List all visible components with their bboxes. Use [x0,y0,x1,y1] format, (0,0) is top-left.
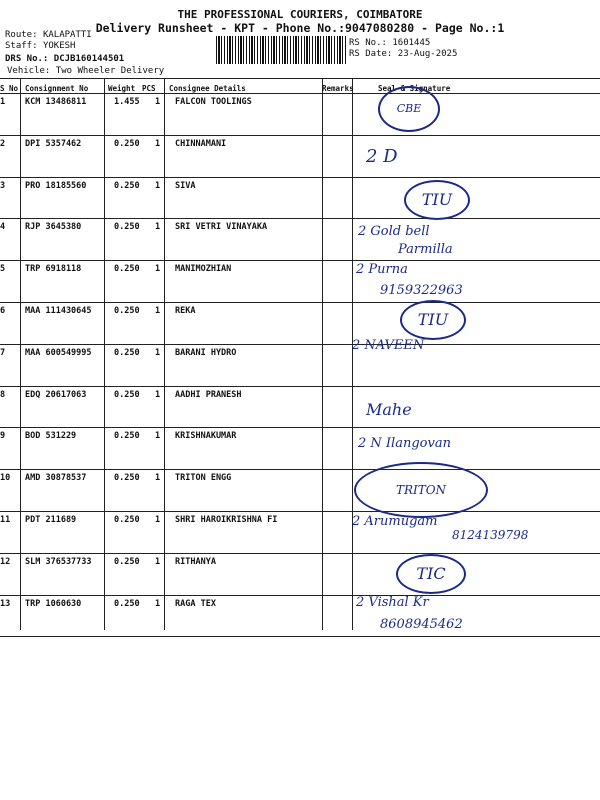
cell-sno: 7 [0,348,6,358]
row-divider [0,427,600,428]
col-header-remarks: Remarks [322,84,354,93]
col-header-pcs: PCS [142,84,156,93]
drs-line [5,54,124,64]
signature: Mahe [366,400,412,419]
cell-consignee: RITHANYA [175,557,216,567]
runsheet-subtitle: Delivery Runsheet - KPT - Phone No.:9047080280 - Page No.:1 [95,21,505,35]
cell-consignee: AADHI PRANESH [175,390,242,400]
signature: 2 N Ilangovan [358,436,451,451]
cell-sno: 12 [0,557,11,567]
cell-consignment-no: SLM 376537733 [25,557,92,567]
signature: Parmilla [398,242,453,257]
vehicle-value: Two Wheeler Delivery [55,66,165,76]
cell-consignee: SHRI HAROIKRISHNA FI [175,515,278,525]
cell-consignment-no: TRP 1060630 [25,599,82,609]
col-header-consignment: Consignment No [25,84,89,93]
cell-sno: 11 [0,515,11,525]
row-divider [0,177,600,178]
cell-consignee: TRITON ENGG [175,473,232,483]
cell-consignment-no: AMD 30878537 [25,473,87,483]
cell-weight: 0.250 [114,515,140,525]
signature: 2 Vishal Kr [356,595,429,610]
cell-weight: 0.250 [114,557,140,567]
phone-handwritten: 8124139798 [452,528,529,542]
staff-line [5,41,75,51]
col-header-seal: Seal & Signature [378,84,451,93]
row-divider [0,386,600,387]
cell-consignee: REKA [175,306,196,316]
cell-pcs: 1 [155,557,161,567]
cell-consignee: BARANI HYDRO [175,348,237,358]
cell-consignment-no: RJP 3645380 [25,222,82,232]
cell-pcs: 1 [155,473,161,483]
rs-date-value: 23-Aug-2025 [397,49,458,59]
col-header-consignee: Consignee Details [169,84,246,93]
col-divider [322,78,323,630]
drs-value: DCJB160144501 [53,54,125,64]
cell-sno: 2 [0,139,6,149]
cell-weight: 0.250 [114,306,140,316]
table-top-border [0,78,600,79]
cell-sno: 6 [0,306,6,316]
rubber-stamp: CBE [378,86,440,132]
cell-consignee: RAGA TEX [175,599,216,609]
cell-consignment-no: MAA 111430645 [25,306,92,316]
row-divider [0,511,600,512]
cell-consignee: MANIMOZHIAN [175,264,232,274]
col-header-weight: Weight [108,84,136,93]
stamp-tiu: TIU [400,300,466,340]
cell-consignee: FALCON TOOLINGS [175,97,252,107]
row-divider [0,469,600,470]
vehicle-label: Vehicle: [7,66,51,76]
row-divider [0,553,600,554]
cell-sno: 10 [0,473,11,483]
signature: 2 D [366,146,398,167]
rs-date-line [349,49,457,59]
cell-sno: 5 [0,264,6,274]
cell-pcs: 1 [155,264,161,274]
cell-sno: 3 [0,181,6,191]
col-divider [164,78,165,630]
signature: 2 Gold bell [358,224,430,239]
row-divider [0,302,600,303]
cell-weight: 0.250 [114,431,140,441]
cell-pcs: 1 [155,390,161,400]
signature: 2 NAVEEN [352,338,425,353]
cell-consignee: KRISHNAKUMAR [175,431,237,441]
cell-sno: 9 [0,431,6,441]
cell-pcs: 1 [155,222,161,232]
route-value: KALAPATTI [42,30,92,40]
cell-consignment-no: KCM 13486811 [25,97,87,107]
cell-consignee: SIVA [175,181,196,191]
signature: 2 Arumugam [352,514,438,529]
rs-no-value: 1601445 [392,38,431,48]
phone-handwritten: 9159322963 [380,283,463,298]
cell-consignment-no: BOD 531229 [25,431,77,441]
col-header-sno: S No [0,84,19,93]
cell-sno: 13 [0,599,11,609]
cell-pcs: 1 [155,306,161,316]
cell-weight: 0.250 [114,390,140,400]
cell-consignment-no: EDQ 20617063 [25,390,87,400]
col-divider [104,78,105,630]
row-divider [0,135,600,136]
signature: 2 Purna [356,262,408,277]
row-divider [0,636,600,637]
cell-weight: 0.250 [114,181,140,191]
cell-consignment-no: MAA 600549995 [25,348,92,358]
cell-sno: 1 [0,97,6,107]
cell-weight: 0.250 [114,348,140,358]
rs-date-label: RS Date: [349,49,393,59]
cell-pcs: 1 [155,599,161,609]
cell-weight: 0.250 [114,222,140,232]
rs-no-line [349,38,430,48]
cell-pcs: 1 [155,431,161,441]
vehicle-line [7,66,164,76]
cell-weight: 0.250 [114,599,140,609]
route-label: Route: [5,30,38,40]
cell-consignment-no: PRO 18185560 [25,181,87,191]
drs-label: DRS No.: [5,54,49,64]
stamp-tic: TIC [396,554,466,594]
route-line [5,30,92,40]
cell-pcs: 1 [155,181,161,191]
row-divider [0,218,600,219]
stamp-tiu: TIU [404,180,470,220]
barcode [216,36,346,64]
cell-consignment-no: PDT 211689 [25,515,77,525]
cell-pcs: 1 [155,348,161,358]
cell-consignment-no: DPI 5357462 [25,139,82,149]
rs-no-label: RS No.: [349,38,387,48]
cell-consignee: SRI VETRI VINAYAKA [175,222,268,232]
cell-sno: 4 [0,222,6,232]
phone-handwritten: 8608945462 [380,617,463,632]
row-divider [0,595,600,596]
cell-weight: 1.455 [114,97,140,107]
row-divider [0,344,600,345]
cell-pcs: 1 [155,515,161,525]
cell-sno: 8 [0,390,6,400]
row-divider [0,260,600,261]
cell-weight: 0.250 [114,139,140,149]
cell-pcs: 1 [155,139,161,149]
staff-value: YOKESH [42,41,76,51]
header-bottom-border [0,93,600,94]
cell-consignee: CHINNAMANI [175,139,227,149]
cell-consignment-no: TRP 6918118 [25,264,82,274]
col-divider [20,78,21,630]
col-divider [352,78,353,630]
stamp-triton: TRITON [354,462,488,518]
staff-label: Staff: [5,41,38,51]
cell-weight: 0.250 [114,264,140,274]
company-title: THE PROFESSIONAL COURIERS, COIMBATORE [177,8,423,21]
cell-weight: 0.250 [114,473,140,483]
cell-pcs: 1 [155,97,161,107]
